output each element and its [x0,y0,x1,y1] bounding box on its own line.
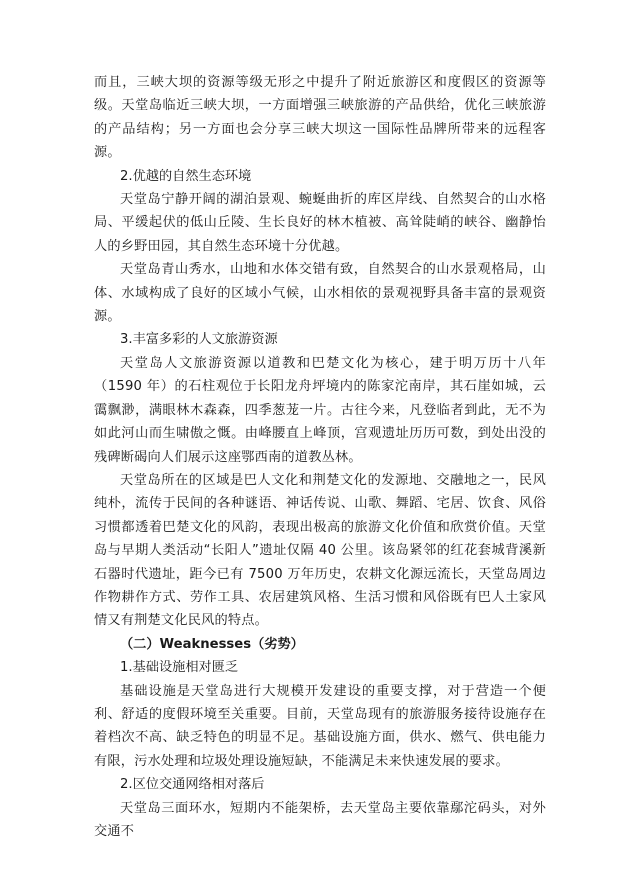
paragraph-intro: 而且，三峡大坝的资源等级无形之中提升了附近旅游区和度假区的资源等级。天堂岛临近三峡大坝，一方面增强三峡旅游的产品供给，优化三峡旅游的产品结构；另一方面也会分享三峡大坝这一国际性品牌所带来的远程客源。 [94,75,546,161]
heading-natural-environment: 2.优越的自然生态环境 [120,168,252,184]
paragraph-transport: 天堂岛三面环水，短期内不能架桥，去天堂岛主要依靠鄢沱码头，对外交通不 [94,800,546,839]
heading-transport: 2.区位交通网络相对落后 [120,777,265,793]
heading-cultural-resources: 3.丰富多彩的人文旅游资源 [120,332,278,348]
paragraph-taoist-culture: 天堂岛人文旅游资源以道教和巴楚文化为核心，建于明万历十八年（1590 年）的石柱观位于长阳龙舟坪境内的陈家沱南岸，其石崖如城，云霭飘渺，满眼林木森森，四季葱茏一片。古往今来，凡登临者到此，无不为如此河山而生啸傲之慨。由峰腰直上峰顶，宫观遗址历历可数，到处出没的残碑断碣向人们展示这座鄂西南的道教丛林。 [94,355,546,465]
paragraph-infrastructure: 基础设施是天堂岛进行大规模开发建设的重要支撑，对于营造一个便利、舒适的度假环境至关重要。目前，天堂岛现有的旅游服务接待设施存在着档次不高、缺乏特色的明显不足。基础设施方面，供水、燃气、供电能力有限，污水处理和垃圾处理设施短缺，不能满足未来快速发展的要求。 [94,683,546,769]
paragraph-ba-chu-culture: 天堂岛所在的区域是巴人文化和荆楚文化的发源地、交融地之一，民风纯朴，流传于民间的各种谜语、神话传说、山歌、舞蹈、宅居、饮食、风俗习惯都透着巴楚文化的风韵，表现出极高的旅游文化价值和欣赏价值。天堂岛与早期人类活动“长阳人”遗址仅隔 40 公里。该岛紧邻的红花套城背溪新石器时代遗址，距今已有 7500 万年历史，农耕文化源远流长，天堂岛周边作物耕作方式、劳作工具、农居建筑风格、生活习惯和风俗既有巴人土家风情又有荆楚文化民风的特点。 [94,472,546,629]
paragraph-landscape: 天堂岛青山秀水，山地和水体交错有致，自然契合的山水景观格局，山体、水域构成了良好的区域小气候，山水相依的景观视野具备丰富的景观资源。 [94,262,546,325]
paragraph-natural-environment: 天堂岛宁静开阔的湖泊景观、蜿蜒曲折的库区岸线、自然契合的山水格局、平缓起伏的低山丘陵、生长良好的林木植被、高耸陡峭的峡谷、幽静怡人的乡野田园，其自然生态环境十分优越。 [94,192,546,254]
document-page [94,71,546,843]
heading-infrastructure: 1.基础设施相对匮乏 [120,660,239,676]
heading-weaknesses: （二）Weaknesses（劣势） [120,636,304,652]
